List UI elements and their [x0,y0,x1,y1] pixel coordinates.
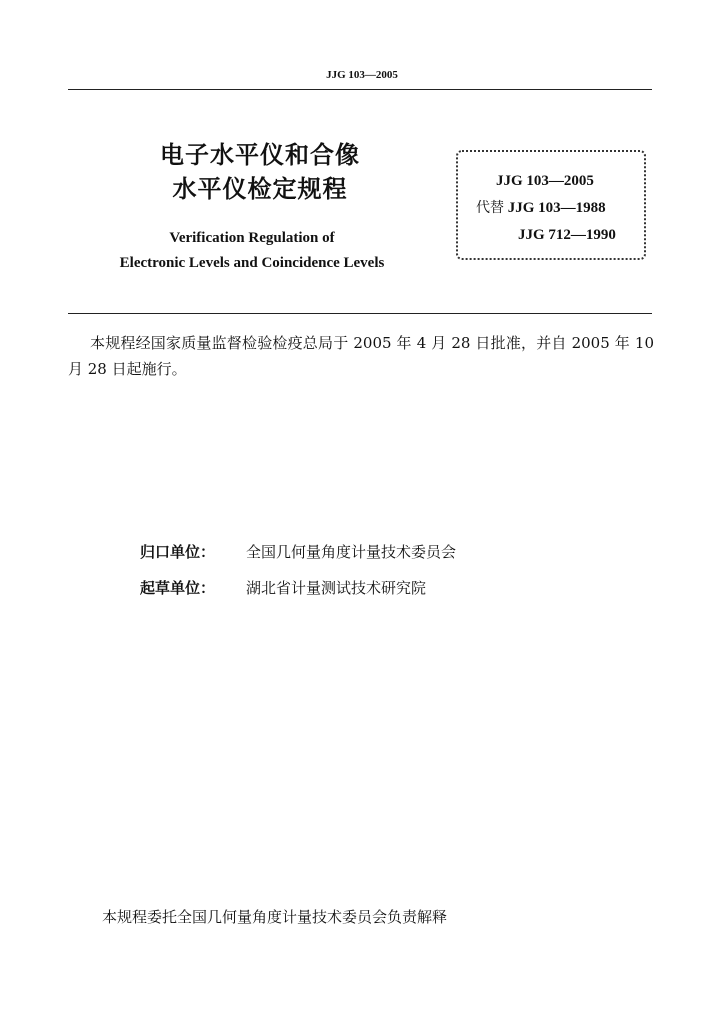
title-cn-line1: 电子水平仪和合像 [160,141,360,169]
title-section-rule [68,313,652,314]
interpretation-note: 本规程委托全国几何量角度计量技术委员会负责解释 [102,908,448,926]
replaces-line [476,194,606,222]
title-en-line2: Electronic Levels and Coincidence Levels [119,255,385,271]
replaces-code-1: JJG 103—1988 [507,200,606,216]
header-rule [68,89,652,90]
approval-paragraph: 本规程经国家质量监督检验检疫总局于 2005 年 4 月 28 日批准，并自 2005 年 10 月 28 日起施行。 [68,334,654,378]
unit-value-responsible: 全国几何量角度计量技术委员会 [246,543,457,561]
title-en-line1: Verification Regulation of [169,230,335,246]
replaces-prefix: 代替 [476,200,504,216]
header-code: JJG 103—2005 [326,69,398,81]
unit-value-drafting: 湖北省计量测试技术研究院 [246,579,427,597]
unit-label-responsible: 归口单位： [140,543,216,561]
replaces-code-2: JJG 712—1990 [518,227,616,243]
standard-code-box [456,150,646,260]
standard-code: JJG 103—2005 [496,173,594,189]
unit-label-drafting: 起草单位： [140,579,216,597]
title-cn-line2: 水平仪检定规程 [172,175,348,203]
